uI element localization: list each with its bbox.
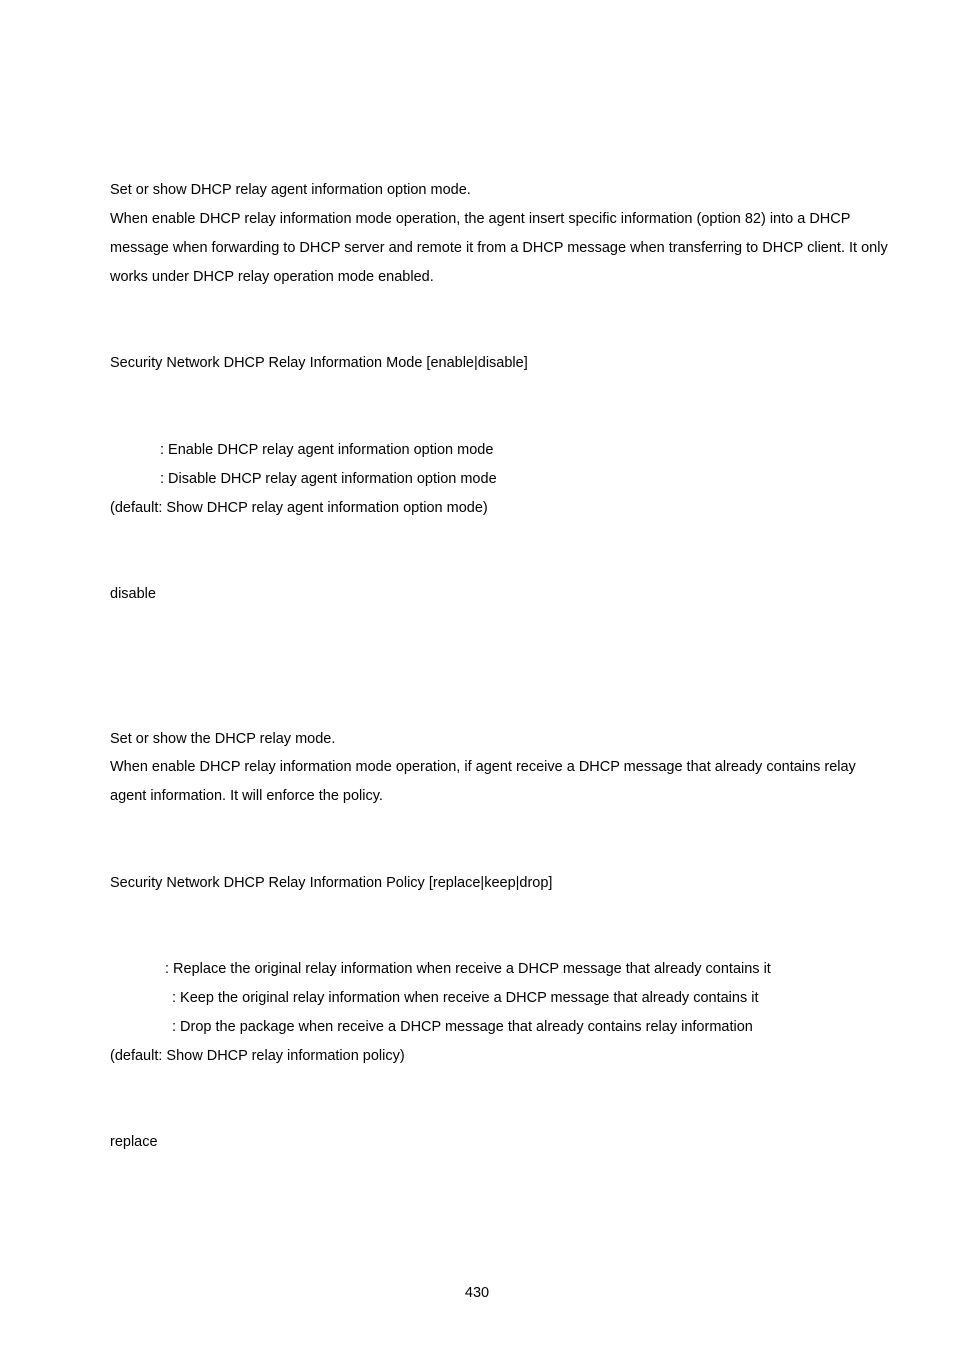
mode-description-line: works under DHCP relay operation mode enabled.	[110, 269, 434, 285]
policy-description-line: Set or show the DHCP relay mode.	[110, 731, 336, 747]
mode-syntax: Security Network DHCP Relay Information Mode [enable|disable]	[110, 355, 528, 371]
mode-default-note: (default: Show DHCP relay agent information option mode)	[110, 500, 488, 516]
mode-description-line: When enable DHCP relay information mode operation, the agent insert specific information (option 82) into a DHCP	[110, 211, 851, 227]
mode-description-line: Set or show DHCP relay agent information option mode.	[110, 182, 471, 198]
mode-description-line: message when forwarding to DHCP server and remote it from a DHCP message when transferring to DHCP client. It only	[110, 240, 888, 256]
policy-description-line: agent information. It will enforce the policy.	[110, 788, 383, 804]
mode-default-value: disable	[110, 586, 156, 602]
policy-description-line: When enable DHCP relay information mode operation, if agent receive a DHCP message that already contains relay	[110, 759, 856, 775]
policy-parameter-drop: : Drop the package when receive a DHCP message that already contains relay information	[172, 1019, 753, 1035]
page-number: 430	[464, 1285, 490, 1301]
policy-default-note: (default: Show DHCP relay information policy)	[110, 1048, 405, 1064]
mode-parameter-disable: : Disable DHCP relay agent information option mode	[160, 471, 497, 487]
policy-parameter-keep: : Keep the original relay information when receive a DHCP message that already contains it	[172, 990, 759, 1006]
policy-syntax: Security Network DHCP Relay Information Policy [replace|keep|drop]	[110, 875, 553, 891]
policy-parameter-replace: : Replace the original relay information when receive a DHCP message that already contains it	[165, 961, 771, 977]
policy-default-value: replace	[110, 1134, 158, 1150]
mode-parameter-enable: : Enable DHCP relay agent information option mode	[160, 442, 494, 458]
